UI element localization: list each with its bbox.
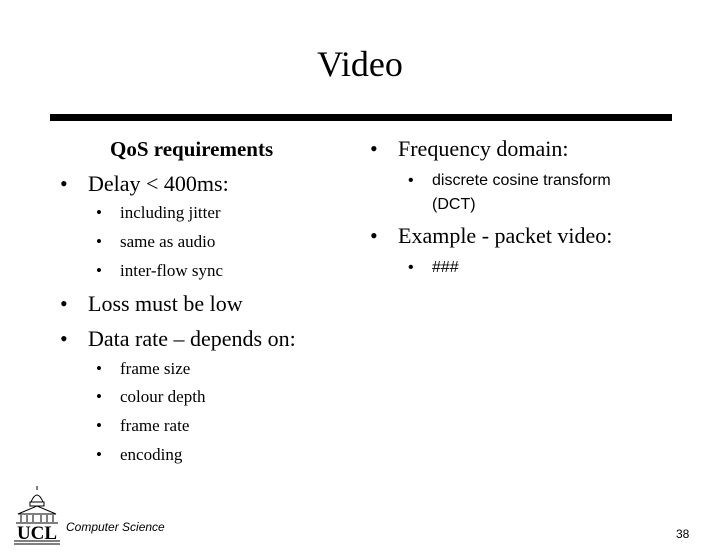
bullet-glyph: • (96, 416, 102, 435)
sub-bullet-frame-size (96, 358, 190, 380)
sub-bullet-dct (408, 170, 611, 191)
bullet-frequency-domain (370, 135, 568, 163)
sub-bullet-text: discrete cosine transform (432, 172, 611, 189)
sub-bullet-text: frame size (120, 359, 191, 378)
slide-title: Video (317, 44, 403, 84)
qos-heading: QoS requirements (110, 137, 274, 161)
bullet-glyph: • (96, 232, 102, 251)
ucl-portico-icon (12, 484, 62, 548)
bullet-packet-video (370, 222, 612, 250)
bullet-glyph: • (408, 259, 414, 276)
bullet-glyph: • (96, 203, 102, 222)
sub-bullet-text: ### (432, 259, 459, 276)
bullet-glyph: • (370, 136, 378, 161)
sub-bullet-jitter (96, 202, 221, 224)
bullet-glyph: • (96, 387, 102, 406)
ucl-logo (12, 484, 62, 548)
bullet-glyph: • (60, 171, 68, 196)
sub-bullet-text: encoding (120, 445, 183, 464)
bullet-text: Data rate – depends on: (88, 326, 296, 351)
bullet-loss (60, 290, 243, 318)
bullet-glyph: • (60, 291, 68, 316)
ucl-logo-text: UCL (16, 523, 58, 544)
department-label: Computer Science (66, 520, 165, 534)
bullet-text: Loss must be low (88, 291, 243, 316)
sub-bullet-frame-rate (96, 415, 189, 437)
bullet-glyph: • (408, 172, 414, 189)
sub-bullet-sync (96, 260, 223, 282)
bullet-glyph: • (96, 359, 102, 378)
sub-bullet-text: frame rate (120, 416, 190, 435)
sub-bullet-text: same as audio (120, 232, 216, 251)
bullet-glyph: • (60, 326, 68, 351)
sub-bullet-audio (96, 231, 215, 253)
bullet-glyph: • (96, 445, 102, 464)
bullet-delay (60, 170, 229, 198)
bullet-text: Frequency domain: (398, 136, 569, 161)
sub-bullet-text: including jitter (120, 203, 221, 222)
sub-bullet-encoding (96, 444, 182, 466)
sub-bullet-colour-depth (96, 386, 205, 408)
sub-bullet-dct-continued: (DCT) (432, 196, 476, 213)
bullet-glyph: • (370, 223, 378, 248)
bullet-text: Example - packet video: (398, 223, 613, 248)
sub-bullet-text: colour depth (120, 387, 206, 406)
sub-bullet-placeholder (408, 257, 459, 278)
bullet-glyph: • (96, 261, 102, 280)
bullet-data-rate (60, 325, 296, 353)
title-divider (50, 114, 672, 121)
sub-bullet-text: inter-flow sync (120, 261, 224, 280)
bullet-text: Delay < 400ms: (88, 171, 229, 196)
page-number: 38 (676, 527, 690, 541)
